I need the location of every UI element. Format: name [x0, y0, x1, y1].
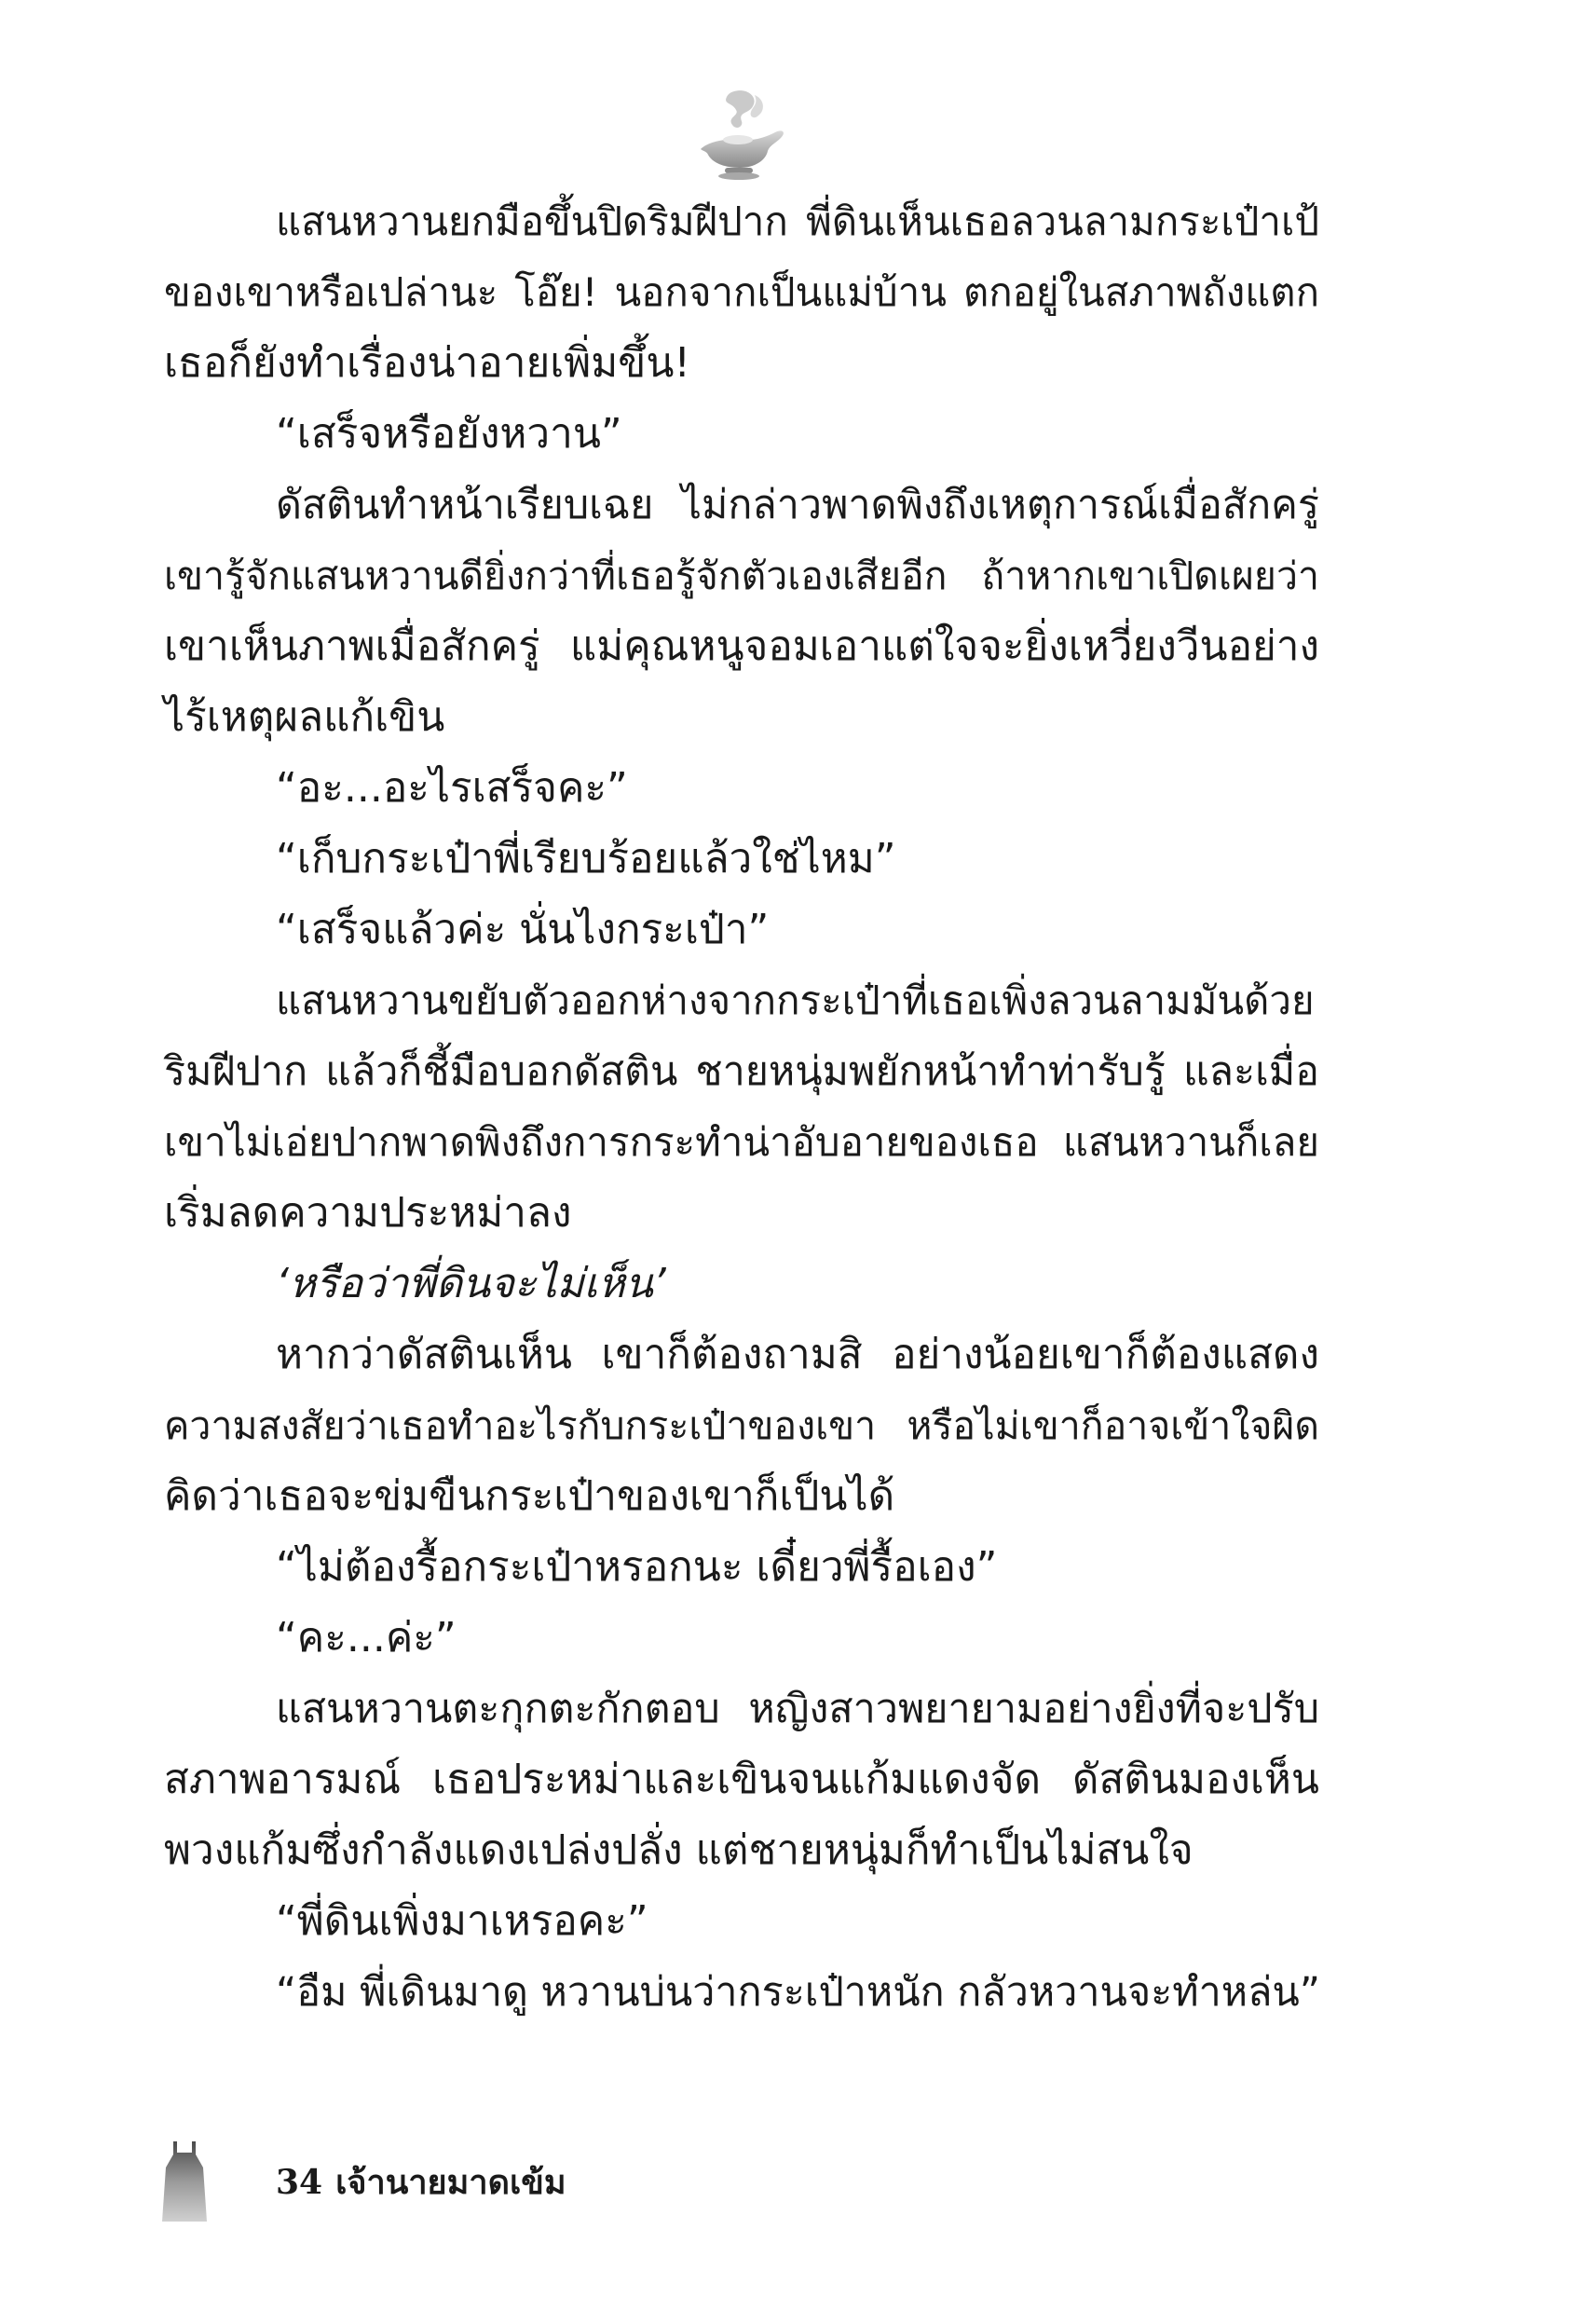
- running-footer: [276, 2162, 580, 2203]
- text-line: แสนหวานขยับตัวออกห่างจากกระเป๋าที่เธอเพิ่งลวนลามมันด้วย: [276, 978, 1315, 1023]
- text-line: พวงแก้มซึ่งกำลังแดงเปล่งปลั่ง แต่ชายหนุ่มก็ทำเป็นไม่สนใจ: [164, 1826, 1194, 1874]
- text-line: หากว่าดัสตินเห็น เขาก็ต้องถามสิ อย่างน้อยเขาก็ต้องแสดง: [276, 1331, 1319, 1378]
- text-line: “เก็บกระเป๋าพี่เรียบร้อยแล้วใช่ไหม”: [276, 835, 896, 882]
- apron-icon: [160, 2140, 209, 2225]
- text-line: ไร้เหตุผลแก้เขิน: [164, 693, 445, 741]
- text-line: เธอก็ยังทำเรื่องน่าอายเพิ่มขึ้น!: [164, 339, 691, 387]
- text-line: เริ่มลดความประหม่าลง: [164, 1189, 572, 1237]
- text-line: “อะ...อะไรเสร็จคะ”: [276, 764, 628, 812]
- text-line: เขารู้จักแสนหวานดียิ่งกว่าที่เธอรู้จักตัวเองเสียอีก ถ้าหากเขาเปิดเผยว่า: [164, 554, 1319, 598]
- text-line: ของเขาหรือเปล่านะ โอ๊ย! นอกจากเป็นแม่บ้าน ตกอยู่ในสภาพถังแตก: [164, 269, 1319, 315]
- text-line: เขาไม่เอ่ยปากพาดพิงถึงการกระทำน่าอับอายของเธอ แสนหวานก็เลย: [164, 1119, 1319, 1165]
- text-line: “เสร็จแล้วค่ะ นั่นไงกระเป๋า”: [276, 906, 770, 953]
- body-text: [164, 186, 1319, 2028]
- page-number: 34: [276, 2163, 323, 2202]
- text-line: “เสร็จหรือยังหวาน”: [276, 410, 622, 458]
- text-line: ดัสตินทำหน้าเรียบเฉย ไม่กล่าวพาดพิงถึงเหตุการณ์เมื่อสักครู่: [276, 482, 1319, 528]
- text-line: แสนหวานยกมือขึ้นปิดริมฝีปาก พี่ดินเห็นเธอลวนลามกระเป๋าเป้: [276, 198, 1319, 244]
- text-line: ‘หรือว่าพี่ดินจะไม่เห็น’: [276, 1260, 666, 1307]
- text-line: เขาเห็นภาพเมื่อสักครู่ แม่คุณหนูจอมเอาแต่ใจจะยิ่งเหวี่ยงวีนอย่าง: [164, 622, 1319, 670]
- text-line: แสนหวานตะกุกตะกักตอบ หญิงสาวพยายามอย่างยิ่งที่จะปรับ: [276, 1686, 1319, 1732]
- text-line: คิดว่าเธอจะข่มขืนกระเป๋าของเขาก็เป็นได้: [164, 1472, 895, 1520]
- book-title: เจ้านายมาดเข้ม: [335, 2163, 566, 2202]
- text-line: “พี่ดินเพิ่งมาเหรอคะ”: [276, 1897, 648, 1945]
- text-line: ริมฝีปาก แล้วก็ชี้มือบอกดัสติน ชายหนุ่มพยักหน้าทำท่ารับรู้ และเมื่อ: [164, 1048, 1319, 1095]
- text-line: ความสงสัยว่าเธอทำอะไรกับกระเป๋าของเขา หรือไม่เขาก็อาจเข้าใจผิด: [164, 1403, 1319, 1448]
- text-line: สภาพอารมณ์ เธอประหม่าและเขินจนแก้มแดงจัด ดัสตินมองเห็น: [164, 1756, 1319, 1803]
- text-line: “ไม่ต้องรื้อกระเป๋าหรอกนะ เดี๋ยวพี่รื้อเอง”: [276, 1543, 998, 1591]
- genie-lamp-icon: [689, 84, 792, 186]
- text-line: “อืม พี่เดินมาดู หวานบ่นว่ากระเป๋าหนัก กลัวหวานจะทำหล่น”: [276, 1969, 1321, 2016]
- text-line: “คะ...ค่ะ”: [276, 1614, 457, 1661]
